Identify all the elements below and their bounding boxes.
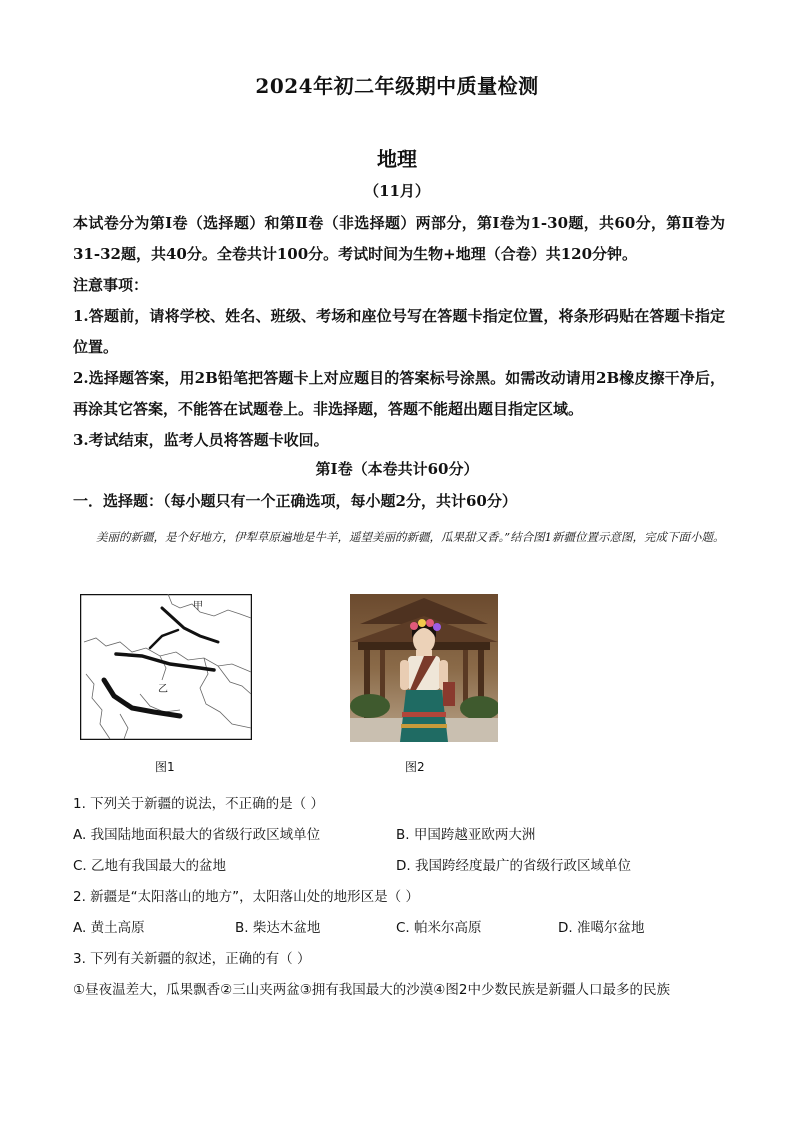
reading-material: 美丽的新疆，是个好地方，伊犁草原遍地是牛羊，遥望美丽的新疆，瓜果甜又香。”结合图1新疆位置示意图，完成下面小题。 — [96, 530, 725, 544]
exam-subject: 地理 — [377, 147, 417, 171]
option-d: D. 我国跨经度最广的省级行政区域单位 — [396, 858, 631, 874]
questions-list — [73, 794, 725, 1011]
option-a: A. 黄土高原 — [73, 920, 145, 936]
section-title: 一．选择题：（每小题只有一个正确选项，每小题2分，共计60分） — [73, 492, 517, 510]
option-c: C. 乙地有我国最大的盆地 — [73, 858, 227, 874]
instruction-paragraph: 3.考试结束，监考人员将答题卡收回。 — [73, 431, 329, 449]
instruction-paragraph: 本试卷分为第Ⅰ卷（选择题）和第Ⅱ卷（非选择题）两部分，第Ⅰ卷为1-30题，共60分，第Ⅱ卷为31-32题，共40分。全卷共计100分。考试时间为生物+地理（合卷）共120分钟。 — [73, 214, 725, 263]
ethnic-costume-photo — [350, 594, 498, 742]
question-stem: 1. 下列关于新疆的说法，不正确的是（ ） — [73, 796, 324, 812]
question-stem: 3. 下列有关新疆的叙述，正确的有（ ） — [73, 951, 311, 967]
option-b: B. 柴达木盆地 — [235, 920, 321, 936]
part-one-title: 第Ⅰ卷（本卷共计60分） — [315, 460, 479, 478]
statement-list: ①昼夜温差大，瓜果飘香②三山夹两盆③拥有我国最大的沙漠④图2中少数民族是新疆人口最多的民族 — [73, 982, 670, 998]
map-label-yi: 乙 — [158, 684, 168, 695]
question-options — [73, 856, 725, 887]
map-label-jia: 甲 — [193, 601, 203, 612]
instruction-paragraph: 2.选择题答案，用2B铅笔把答题卡上对应题目的答案标号涂黑。如需改动请用2B橡皮擦干净后，再涂其它答案，不能答在试题卷上。非选择题，答题不能超出题目指定区域。 — [73, 369, 725, 418]
question-options — [73, 918, 725, 949]
option-b: B. 甲国跨越亚欧两大洲 — [396, 827, 536, 843]
question-options — [73, 825, 725, 856]
question-stem: 2. 新疆是“太阳落山的地方”，太阳落山处的地形区是（ ） — [73, 889, 419, 905]
option-c: C. 帕米尔高原 — [396, 920, 482, 936]
xinjiang-location-map — [80, 594, 252, 740]
instructions-block — [73, 208, 725, 456]
instruction-paragraph: 注意事项： — [73, 276, 149, 294]
instruction-paragraph: 1.答题前，请将学校、姓名、班级、考场和座位号写在答题卡指定位置，将条形码贴在答题卡指定位置。 — [73, 307, 725, 356]
exam-title: 2024年初二年级期中质量检测 — [255, 74, 539, 98]
exam-month: （11月） — [364, 182, 430, 200]
option-d: D. 准噶尔盆地 — [558, 920, 645, 936]
figure2-caption: 图2 — [405, 760, 425, 774]
option-a: A. 我国陆地面积最大的省级行政区域单位 — [73, 827, 321, 843]
figure1-caption: 图1 — [155, 760, 175, 774]
